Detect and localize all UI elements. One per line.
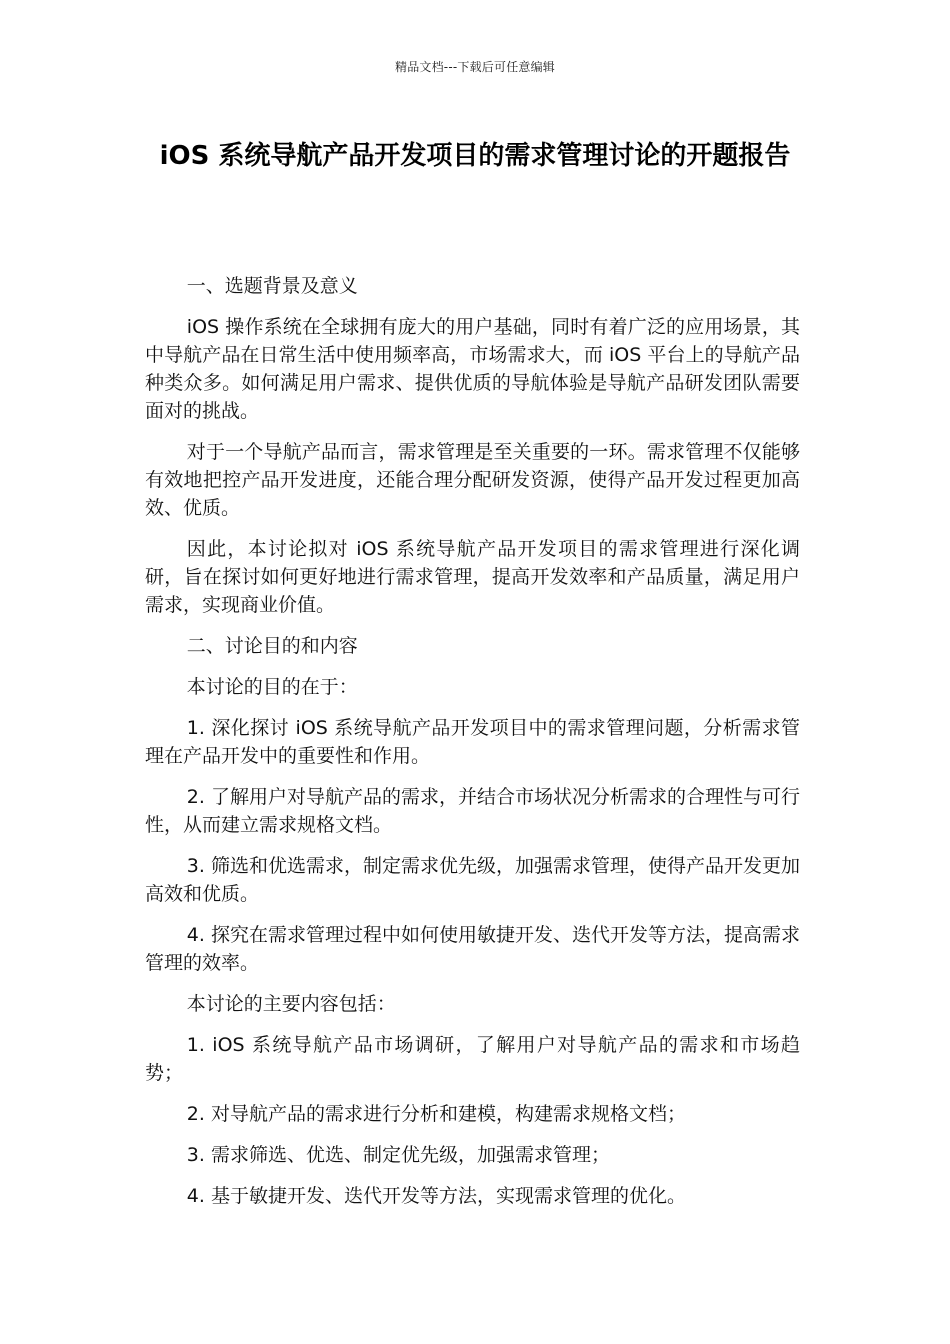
header-note: 精品文档---下载后可任意编辑 (395, 60, 555, 74)
paragraph: 本讨论的主要内容包括： (186, 993, 396, 1015)
list-item: 4. 基于敏捷开发、迭代开发等方法，实现需求管理的优化。 (186, 1185, 686, 1207)
paragraph: 本讨论的目的在于： (186, 676, 358, 698)
paragraph: 因此，本讨论拟对 iOS 系统导航产品开发项目的需求管理进行深化调研，旨在探讨如何更好地进行需求管理，提高开发效率和产品质量，满足用户需求，实现商业价值。 (145, 538, 800, 616)
list-item: 4. 探究在需求管理过程中如何使用敏捷开发、迭代开发等方法，提高需求管理的效率。 (145, 924, 800, 974)
section-heading: 一、选题背景及意义 (186, 275, 358, 297)
paragraph: 对于一个导航产品而言，需求管理是至关重要的一环。需求管理不仅能够有效地把控产品开发进度，还能合理分配研发资源，使得产品开发过程更加高效、优质。 (145, 441, 800, 519)
list-item: 2. 了解用户对导航产品的需求，并结合市场状况分析需求的合理性与可行性，从而建立需求规格文档。 (145, 786, 800, 836)
list-item: 3. 筛选和优选需求，制定需求优先级，加强需求管理，使得产品开发更加高效和优质。 (145, 855, 800, 905)
section-heading: 二、讨论目的和内容 (186, 635, 358, 657)
list-item: 2. 对导航产品的需求进行分析和建模，构建需求规格文档； (186, 1103, 686, 1125)
document-body (145, 272, 800, 1223)
paragraph: iOS 操作系统在全球拥有庞大的用户基础，同时有着广泛的应用场景，其中导航产品在日常生活中使用频率高，市场需求大，而 iOS 平台上的导航产品种类众多。如何满足用户需求、提供优质的导航体验是导航产品研发团队需要面对的挑战。 (145, 316, 800, 422)
list-item: 3. 需求筛选、优选、制定优先级，加强需求管理； (186, 1144, 610, 1166)
list-item: 1. 深化探讨 iOS 系统导航产品开发项目中的需求管理问题，分析需求管理在产品开发中的重要性和作用。 (145, 717, 800, 767)
document-title: iOS 系统导航产品开发项目的需求管理讨论的开题报告 (159, 141, 791, 171)
list-item: 1. iOS 系统导航产品市场调研，了解用户对导航产品的需求和市场趋势； (145, 1034, 800, 1084)
